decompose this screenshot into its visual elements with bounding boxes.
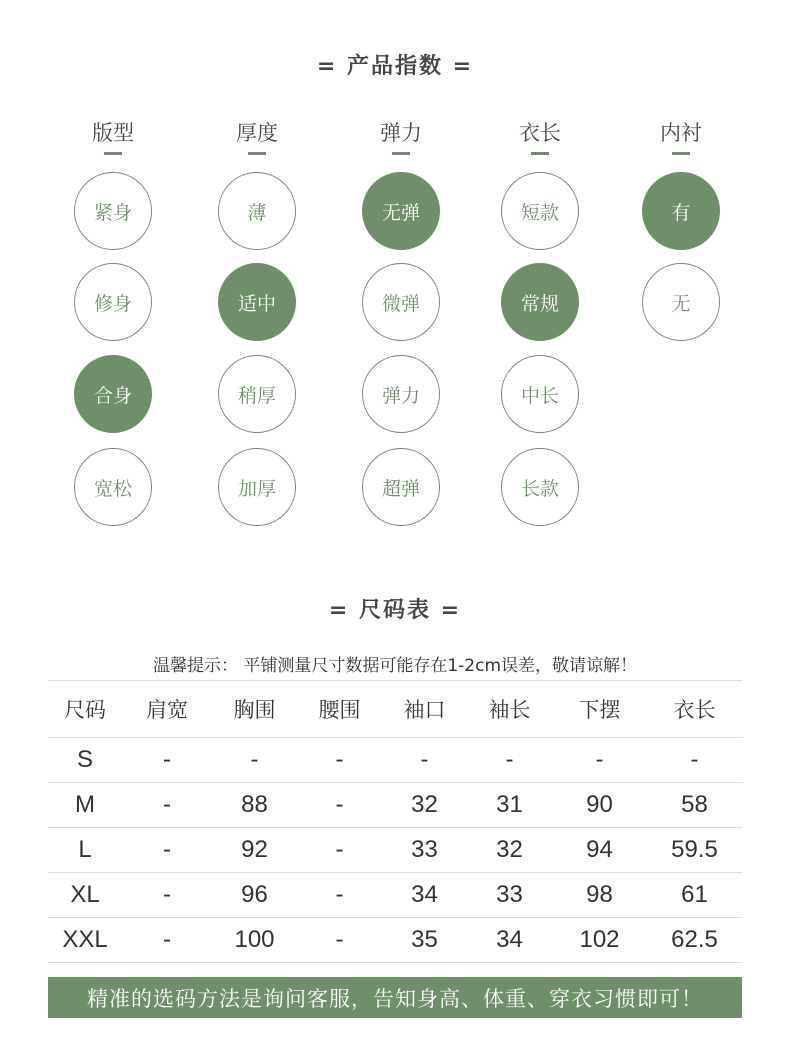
size-table-header-cell: 胸围 (212, 681, 297, 738)
size-table-cell: - (212, 738, 297, 783)
index-option-selected: 适中 (218, 263, 296, 341)
size-table-cell: - (297, 783, 382, 828)
index-column-underline (104, 152, 122, 155)
size-table-cell: 58 (647, 783, 742, 828)
index-option: 紧身 (74, 172, 152, 250)
size-table-cell: - (297, 873, 382, 918)
size-table-cell: 88 (212, 783, 297, 828)
size-table-cell: 32 (467, 828, 552, 873)
table-row (48, 783, 742, 828)
index-column-underline (392, 152, 410, 155)
index-option-selected: 常规 (501, 263, 579, 341)
size-table-cell: 61 (647, 873, 742, 918)
index-option: 短款 (501, 172, 579, 250)
size-table-cell: 32 (382, 783, 467, 828)
index-option: 薄 (218, 172, 296, 250)
index-column-label: 版型 (92, 121, 134, 145)
index-option: 长款 (501, 448, 579, 526)
size-table-cell: - (467, 738, 552, 783)
index-column-label: 厚度 (236, 121, 278, 145)
size-table-cell: 90 (552, 783, 647, 828)
size-table-cell: - (382, 738, 467, 783)
index-option-selected: 有 (642, 172, 720, 250)
index-option: 超弹 (362, 448, 440, 526)
size-table-cell: 96 (212, 873, 297, 918)
size-table-header-row (48, 681, 742, 738)
size-table-cell: 102 (552, 918, 647, 963)
table-row (48, 918, 742, 963)
size-table-cell: 31 (467, 783, 552, 828)
table-row (48, 738, 742, 783)
measurement-tip: 温馨提示： 平铺测量尺寸数据可能存在1-2cm误差，敬请谅解！ (152, 656, 638, 676)
size-table-cell: 33 (467, 873, 552, 918)
index-option: 微弹 (362, 263, 440, 341)
index-option: 宽松 (74, 448, 152, 526)
size-table-cell: 35 (382, 918, 467, 963)
size-table-cell: M (48, 783, 122, 828)
size-table-cell: - (122, 783, 212, 828)
index-option: 无 (642, 263, 720, 341)
index-option-selected: 无弹 (362, 172, 440, 250)
size-table-cell: 94 (552, 828, 647, 873)
size-table-cell: - (297, 918, 382, 963)
size-table-cell: 92 (212, 828, 297, 873)
size-table-cell: - (122, 738, 212, 783)
table-row (48, 828, 742, 873)
index-option: 修身 (74, 263, 152, 341)
size-table-header-cell: 肩宽 (122, 681, 212, 738)
size-table-cell: - (297, 828, 382, 873)
size-table-cell: S (48, 738, 122, 783)
size-table-cell: - (297, 738, 382, 783)
size-table-cell: 34 (467, 918, 552, 963)
size-table-cell: - (122, 918, 212, 963)
size-table-cell: XL (48, 873, 122, 918)
product-index-title: = 产品指数 = (316, 54, 474, 79)
size-table-cell: - (122, 873, 212, 918)
index-option: 稍厚 (218, 355, 296, 433)
footer-banner: 精准的选码方法是询问客服，告知身高、体重、穿衣习惯即可！ (48, 977, 742, 1018)
size-table-cell: 59.5 (647, 828, 742, 873)
size-table-header-cell: 尺码 (48, 681, 122, 738)
index-column-label: 内衬 (660, 121, 702, 145)
index-option: 弹力 (362, 355, 440, 433)
size-table-cell: - (122, 828, 212, 873)
table-row (48, 873, 742, 918)
index-column-label: 弹力 (380, 121, 422, 145)
size-table-cell: XXL (48, 918, 122, 963)
index-option: 加厚 (218, 448, 296, 526)
index-column-underline (248, 152, 266, 155)
size-table-header-cell: 腰围 (297, 681, 382, 738)
index-column-label: 衣长 (519, 121, 561, 145)
size-table-header-cell: 下摆 (552, 681, 647, 738)
size-table-cell: - (552, 738, 647, 783)
size-table-header-cell: 衣长 (647, 681, 742, 738)
size-table-cell: - (647, 738, 742, 783)
size-table-header-cell: 袖长 (467, 681, 552, 738)
size-table-cell: 62.5 (647, 918, 742, 963)
size-table-cell: L (48, 828, 122, 873)
size-table (48, 680, 742, 963)
size-chart-title: = 尺码表 = (328, 598, 462, 623)
size-table-header-cell: 袖口 (382, 681, 467, 738)
index-option-selected: 合身 (74, 355, 152, 433)
size-table-cell: 34 (382, 873, 467, 918)
size-table-cell: 33 (382, 828, 467, 873)
index-column-underline (531, 152, 549, 155)
size-table-cell: 98 (552, 873, 647, 918)
index-column-underline (672, 152, 690, 155)
size-table-cell: 100 (212, 918, 297, 963)
index-option: 中长 (501, 355, 579, 433)
